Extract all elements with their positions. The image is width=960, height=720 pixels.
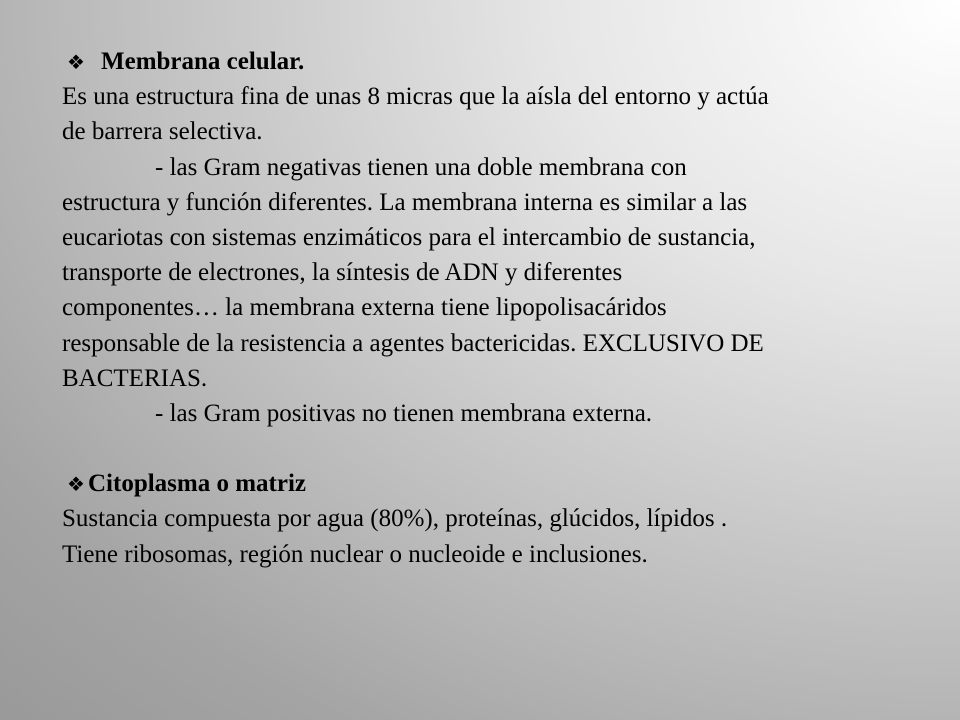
paragraph-line: responsable de la resistencia a agentes bactericidas. EXCLUSIVO DE — [62, 329, 764, 357]
paragraph-line: - las Gram negativas tienen una doble membrana con — [155, 153, 687, 181]
paragraph-line: - las Gram positivas no tienen membrana externa. — [155, 399, 653, 427]
diamond-bullet-icon: ❖ — [67, 50, 85, 74]
paragraph-line: de barrera selectiva. — [62, 118, 263, 146]
section-heading-membrana — [62, 44, 942, 79]
paragraph-line: componentes… la membrana externa tiene lipopolisacáridos — [62, 294, 667, 322]
paragraph-line: Es una estructura fina de unas 8 micras que la aísla del entorno y actúa — [62, 83, 769, 111]
paragraph-line: Sustancia compuesta por agua (80%), proteínas, glúcidos, lípidos . — [62, 505, 728, 533]
paragraph-line: estructura y función diferentes. La membrana interna es similar a las — [62, 188, 748, 216]
paragraph-line: eucariotas con sistemas enzimáticos para el intercambio de sustancia, — [62, 223, 756, 251]
section-heading-citoplasma — [62, 466, 942, 501]
blank-line — [62, 431, 942, 466]
heading-text: Citoplasma o matriz — [88, 470, 307, 498]
paragraph-line: Tiene ribosomas, región nuclear o nucleoide e inclusiones. — [62, 540, 648, 568]
diamond-bullet-icon: ❖ — [67, 472, 85, 497]
paragraph-line: transporte de electrones, la síntesis de ADN y diferentes — [62, 259, 623, 287]
paragraph-line: BACTERIAS. — [62, 364, 208, 392]
slide-body — [62, 44, 942, 572]
heading-text: Membrana celular. — [101, 48, 305, 75]
